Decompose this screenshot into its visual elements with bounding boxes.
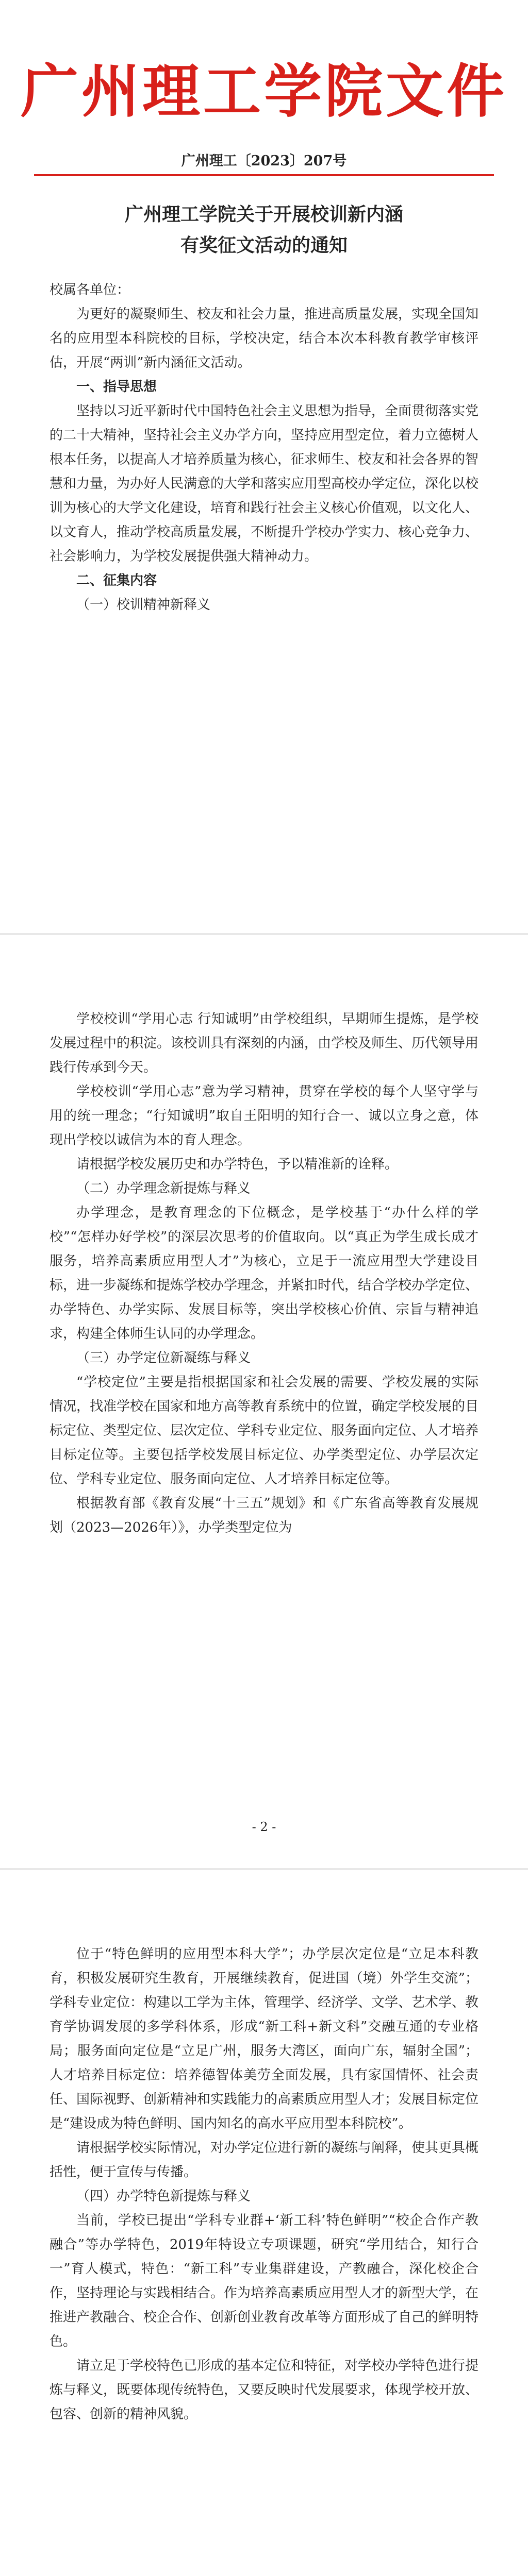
paragraph: 根据教育部《教育发展“十三五”规划》和《广东省高等教育发展规划（2023—2026年）》，办学类型定位为 <box>50 1496 478 1535</box>
notice-title-line-2: 有奖征文活动的通知 <box>180 234 348 256</box>
page-3-body <box>50 1942 478 2427</box>
red-divider <box>34 174 494 176</box>
paragraph: 请立足于学校特色已形成的基本定位和特征，对学校办学特色进行提炼与释义，既要体现传统特色，又要反映时代发展要求，体现学校开放、包容、创新的精神风貌。 <box>50 2358 479 2422</box>
section-heading-1: 一、指导思想 <box>76 379 157 395</box>
document-header-title: 广州理工学院文件 <box>21 58 507 125</box>
document-number: 广州理工〔2023〕207号 <box>181 153 347 169</box>
page-1 <box>0 0 528 935</box>
paragraph: 当前，学校已提出“学科专业群+‘新工科’特色鲜明”“校企合作产教融合”等办学特色，2019年特设立专项课题，研究“学用结合，知行合一”育人模式，特色：“新工科”专业集群建设，产教融合，深化校企合作，坚持理论与实践相结合。作为培养高素质应用型人才的新型大学，在推进产教融合、校企合作、创新创业教育改革等方面形成了自己的鲜明特色。 <box>50 2213 479 2349</box>
paragraph: “学校定位”主要是指根据国家和社会发展的需要、学校发展的实际情况，找准学校在国家和地方高等教育系统中的位置，确定学校发展的目标定位、类型定位、层次定位、学科专业定位、服务面向定位、人才培养目标定位等。主要包括学校发展目标定位、办学类型定位、办学层次定位、学科专业定位、服务面向定位、人才培养目标定位等。 <box>50 1375 479 1487</box>
paragraph: 学校校训“学用心志”意为学习精神，贯穿在学校的每个人坚守学与用的统一理念；“行知诚明”取自王阳明的知行合一、诚以立身之意，体现出学校以诚信为本的育人理念。 <box>50 1084 478 1148</box>
subsection-heading-2-4: （四）办学特色新提炼与释义 <box>76 2189 251 2204</box>
paragraph: 请根据学校发展历史和办学特色，予以精准新的诠释。 <box>76 1157 399 1172</box>
paragraph: 办学理念，是教育理念的下位概念，是学校基于“办什么样的学校”“怎样办好学校”的深层次思考的价值取向。以“真正为学生成长成才服务，培养高素质应用型人才”为核心，立足于一流应用型大学建设目标，进一步凝练和提炼学校办学理念，并紧扣时代，结合学校办学定位、办学特色、办学实际、发展目标等，突出学校核心价值、宗旨与精神追求，构建全体师生认同的办学理念。 <box>50 1205 479 1342</box>
guiding-thought-paragraph: 坚持以习近平新时代中国特色社会主义思想为指导，全面贯彻落实党的二十大精神，坚持社会主义办学方向，坚持应用型定位，着力立德树人根本任务，以提高人才培养质量为核心，征求师生、校友和社会各界的智慧和力量，为办好人民满意的大学和落实应用型高校办学定位，深化以校训为核心的大学文化建设，培育和践行社会主义核心价值观，以文化人、以文育人，推动学校高质量发展，不断提升学校办学实力、核心竞争力、社会影响力，为学校发展提供强大精神动力。 <box>50 403 479 564</box>
paragraph: 请根据学校实际情况，对办学定位进行新的凝练与阐释，使其更具概括性，便于宣传与传播。 <box>50 2140 479 2180</box>
page-number: - 2 - <box>252 1820 276 1834</box>
section-heading-2: 二、征集内容 <box>76 573 157 588</box>
subsection-heading-2-2: （二）办学理念新提炼与释义 <box>76 1181 251 1196</box>
page-2-body <box>50 1007 478 1540</box>
page-2 <box>0 935 528 1870</box>
subsection-heading-2-3: （三）办学定位新凝练与释义 <box>76 1350 251 1366</box>
page-1-body <box>50 278 478 617</box>
notice-title-line-1: 广州理工学院关于开展校训新内涵 <box>124 204 403 225</box>
intro-paragraph: 为更好的凝聚师生、校友和社会力量，推进高质量发展，实现全国知名的应用型本科院校的目标，学校决定，结合本次本科教育教学审核评估，开展“两训”新内涵征文活动。 <box>50 307 479 370</box>
paragraph: 位于“特色鲜明的应用型本科大学”；办学层次定位是“立足本科教育，积极发展研究生教育，开展继续教育，促进国（境）外学生交流”；学科专业定位：构建以工学为主体，管理学、经济学、文学、艺术学、教育学协调发展的多学科体系，形成“新工科+新文科”交融互通的专业格局；服务面向定位是“立足广州，服务大湾区，面向广东，辐射全国”；人才培养目标定位：培养德智体美劳全面发展，具有家国情怀、社会责任、国际视野、创新精神和实践能力的高素质应用型人才；发展目标定位是“建设成为特色鲜明、国内知名的高水平应用型本科院校”。 <box>50 1946 479 2131</box>
notice-title <box>0 199 528 261</box>
subsection-heading-2-1: （一）校训精神新释义 <box>76 597 211 613</box>
salutation: 校属各单位： <box>50 282 130 298</box>
paragraph: 学校校训“学用心志 行知诚明”由学校组织，早期师生提炼，是学校发展过程中的积淀。该校训具有深刻的内涵，由学校及师生、历代领导用践行传承到今天。 <box>50 1011 479 1075</box>
page-3 <box>0 1870 528 2576</box>
